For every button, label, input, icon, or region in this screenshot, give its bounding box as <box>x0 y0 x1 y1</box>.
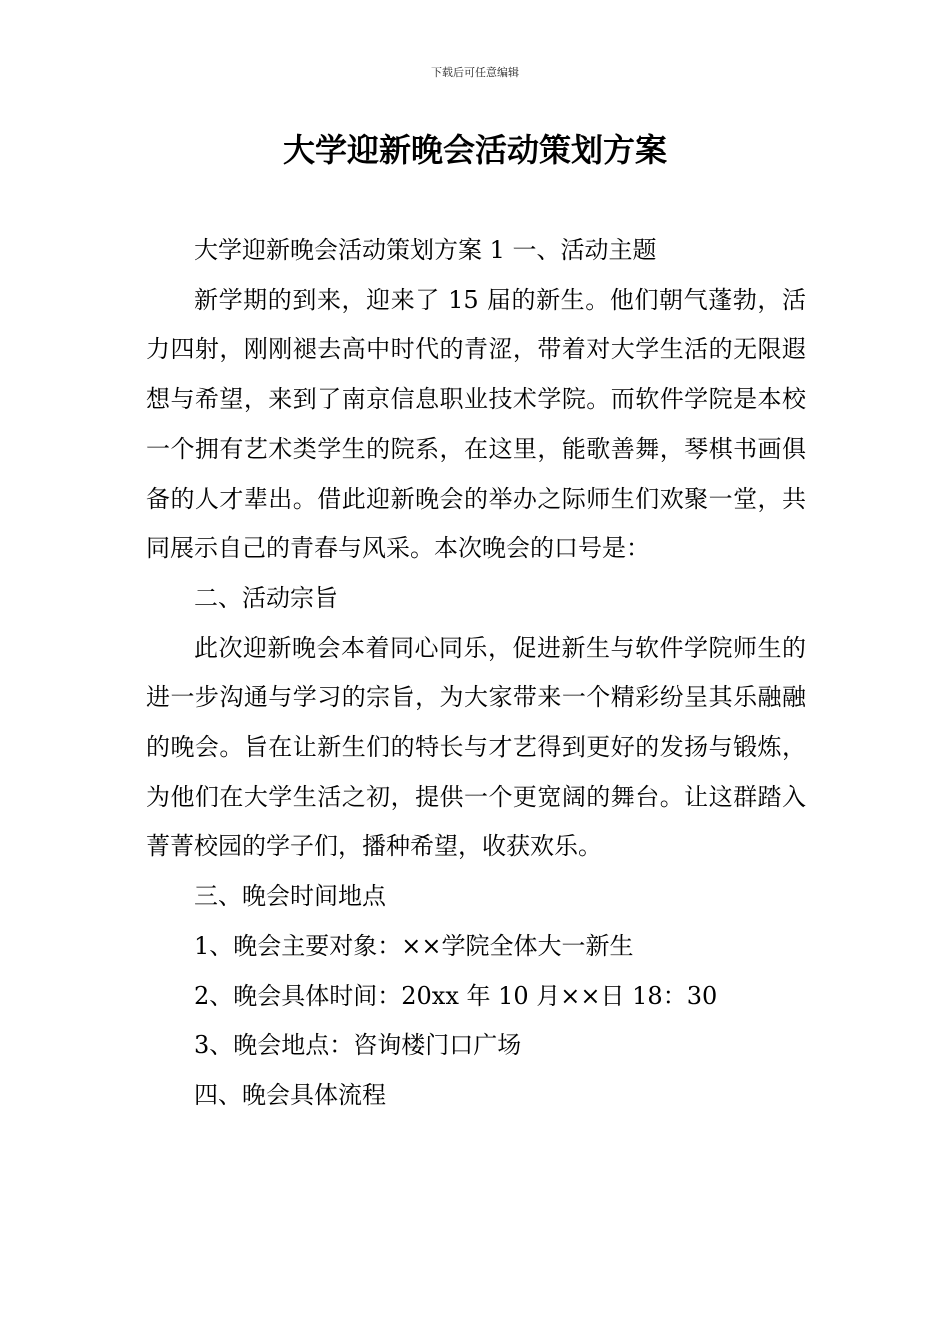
document-body <box>146 226 806 1121</box>
paragraph-theme-heading: 大学迎新晚会活动策划方案 1 一、活动主题 <box>194 236 657 264</box>
document-title: 大学迎新晚会活动策划方案 <box>282 131 667 169</box>
list-item-audience: 1、晚会主要对象：××学院全体大一新生 <box>194 931 634 960</box>
list-item-location: 3、晚会地点：咨询楼门口广场 <box>194 1031 522 1060</box>
paragraph-process-heading: 四、晚会具体流程 <box>194 1080 386 1109</box>
paragraph-theme-content: 新学期的到来，迎来了 15 届的新生。他们朝气蓬勃，活力四射，刚刚褪去高中时代的青涩，带着对大学生活的无限遐想与希望，来到了南京信息职业技术学院。而软件学院是本校一个拥有艺术类学生的院系，在这里，能歌善舞，琴棋书画俱备的人才辈出。借此迎新晚会的举办之际师生们欢聚一堂，共同展示自己的青春与风采。本次晚会的口号是： <box>146 285 806 563</box>
list-item-time: 2、晚会具体时间：20xx 年 10 月××日 18：30 <box>194 981 718 1010</box>
page-header-note: 下载后可任意编辑 <box>431 66 519 79</box>
paragraph-purpose-content: 此次迎新晚会本着同心同乐，促进新生与软件学院师生的进一步沟通与学习的宗旨，为大家带来一个精彩纷呈其乐融融的晚会。旨在让新生们的特长与才艺得到更好的发扬与锻炼，为他们在大学生活之初，提供一个更宽阔的舞台。让这群踏入菁菁校园的学子们，播种希望，收获欢乐。 <box>146 633 806 861</box>
paragraph-purpose-heading: 二、活动宗旨 <box>194 583 338 612</box>
paragraph-time-place-heading: 三、晚会时间地点 <box>194 882 386 911</box>
